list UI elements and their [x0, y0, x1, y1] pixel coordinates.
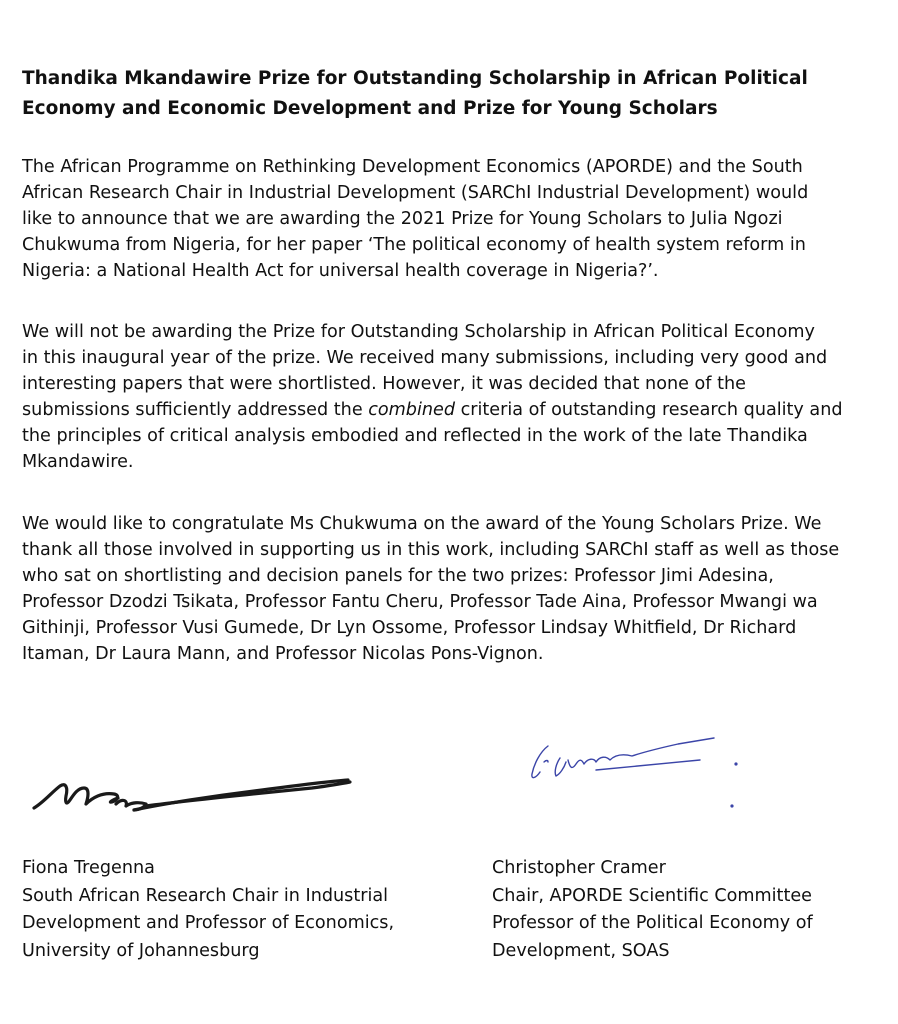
signatory-title-line: Chair, APORDE Scientific Committee: [492, 885, 812, 906]
announcement-paragraph: The African Programme on Rethinking Development Economics (APORDE) and the South African Research Chair in Industrial Development (SARChI Industrial Development) would like to announce that we are awarding the 2021 Prize for Young Scholars to Julia Ngozi Chukwuma from Nigeria, for her paper ‘The political economy of health system reform in Nigeria: a National Health Act for universal health coverage in Nigeria?’.: [22, 157, 809, 281]
no-award-paragraph: [22, 319, 882, 475]
signatory-affiliation: Development, SOAS: [492, 940, 670, 961]
signatory-cramer: [492, 855, 892, 965]
signatory-title-line: Professor of the Political Economy of: [492, 913, 813, 933]
signatory-name: Fiona Tregenna: [22, 858, 155, 878]
document-title: [22, 64, 882, 124]
no-award-text-part-1: We will not be awarding the Prize for Outstanding Scholarship in African Political Economy in this inaugural year of the prize. We received many submissions, including very good and interesting papers that were shortlisted. However, it was decided that none of the submissions sufficiently addressed the: [22, 322, 828, 420]
no-award-text-part-2: criteria of outstanding research quality and the principles of critical analysis embodied and reflected in the work of the late Thandika Mkandawire.: [22, 400, 843, 472]
acknowledgements-paragraph: We would like to congratulate Ms Chukwuma on the award of the Young Scholars Prize. We thank all those involved in supporting us in this work, including SARChI staff as well as those who sat on shortlisting and decision panels for the two prizes: Professor Jimi Adesina, Professor Dzodzi Tsikata, Professor Fantu Cheru, Professor Tade Aina, Professor Mwangi wa Githinji, Professor Vusi Gumede, Dr Lyn Ossome, Professor Lindsay Whitfield, Dr Richard Itaman, Dr Laura Mann, and Professor Nicolas Pons-Vignon.: [22, 514, 840, 664]
signatory-name: Christopher Cramer: [492, 858, 666, 878]
signature-tregenna-ink: [22, 724, 362, 844]
title-line-2: Economy and Economic Development and Prize for Young Scholars: [22, 98, 718, 119]
combined-emphasis: combined: [368, 400, 456, 420]
signature-cramer: [510, 724, 750, 844]
title-line-1: Thandika Mkandawire Prize for Outstanding Scholarship in African Political: [22, 68, 808, 89]
signature-tregenna: [22, 724, 362, 844]
signatory-title-line: Development and Professor of Economics,: [22, 913, 395, 933]
signatory-affiliation: University of Johannesburg: [22, 940, 260, 961]
signatory-tregenna: [22, 855, 442, 965]
signatory-title-line: South African Research Chair in Industrial: [22, 885, 389, 906]
signature-cramer-ink: [510, 724, 750, 844]
